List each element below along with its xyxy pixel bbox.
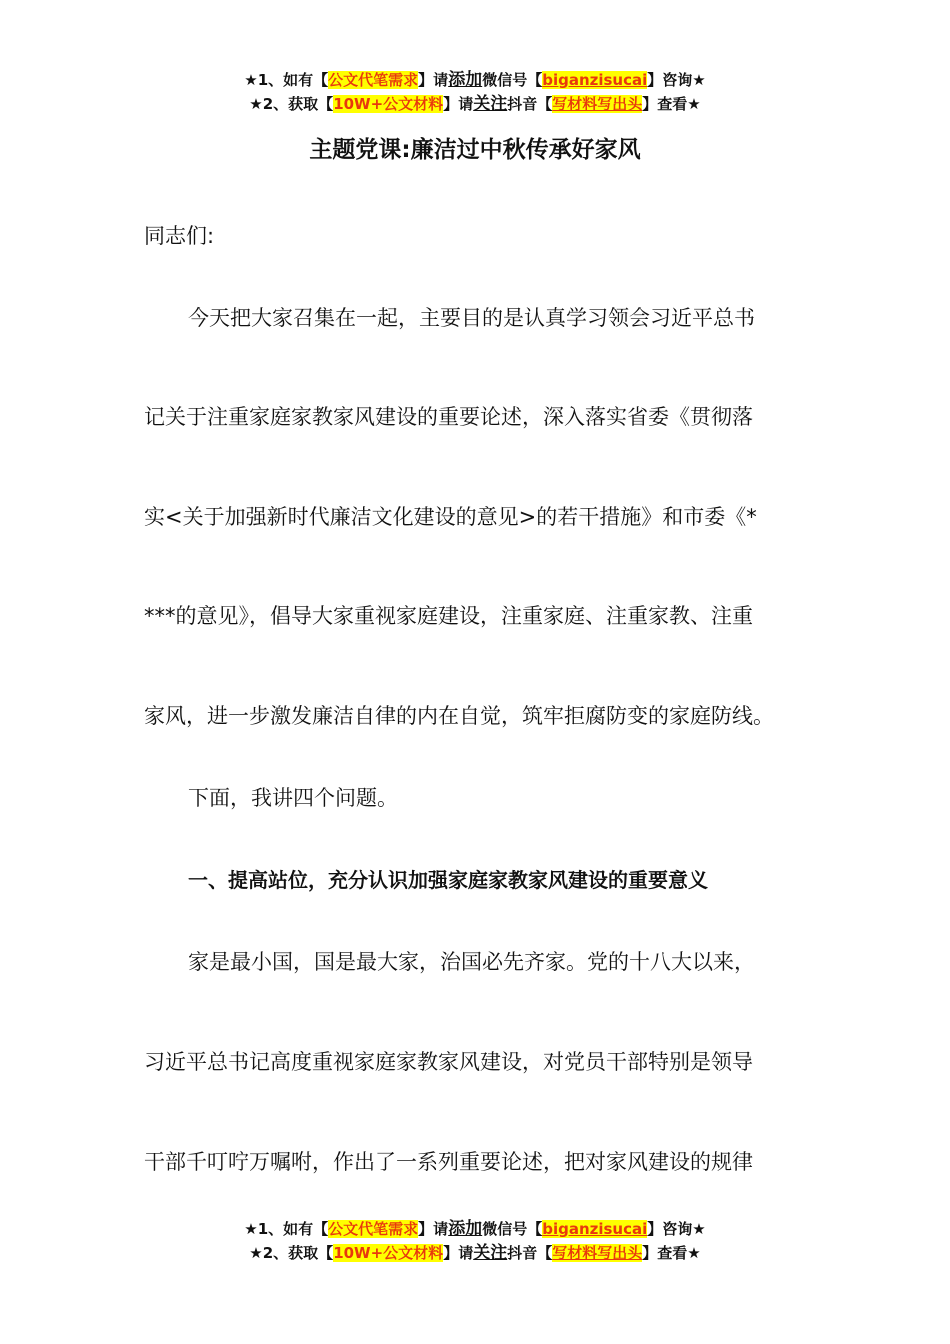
promo-text: 】请 [443, 95, 474, 113]
promo-underlined: 关注 [473, 1243, 508, 1263]
promo-text: ★2、获取【 [249, 1244, 334, 1262]
promo-text: 】咨询★ [647, 1220, 706, 1238]
promo-text: 】查看★ [642, 95, 701, 113]
promo-text: 抖音【 [507, 1244, 553, 1262]
promo-text: 】请 [418, 71, 449, 89]
promo-line-1 [0, 68, 950, 92]
paragraph-line: 今天把大家召集在一起，主要目的是认真学习领会习近平总书 [188, 306, 755, 330]
promo-highlight: 公文代笔需求 [328, 1220, 419, 1238]
promo-underlined: 添加 [448, 70, 483, 90]
paragraph-line: 实<关于加强新时代廉洁文化建设的意见>的若干措施》和市委《* [144, 505, 757, 529]
footer-promo [0, 1217, 950, 1265]
promo-highlight: 公文代笔需求 [328, 71, 419, 89]
promo-text: 】咨询★ [647, 71, 706, 89]
promo-text: 】请 [418, 1220, 449, 1238]
promo-text: 抖音【 [507, 95, 553, 113]
promo-underlined: 添加 [448, 1219, 483, 1239]
paragraph-line: 家是最小国，国是最大家，治国必先齐家。党的十八大以来， [188, 950, 755, 974]
salutation: 同志们: [144, 224, 215, 248]
promo-text: 微信号【 [482, 71, 543, 89]
promo-highlight: 10W+公文材料 [333, 1244, 444, 1262]
paragraph-line: 下面，我讲四个问题。 [188, 786, 398, 810]
document-title: 主题党课:廉洁过中秋传承好家风 [309, 137, 641, 163]
promo-text: ★1、如有【 [244, 71, 329, 89]
promo-wechat-id[interactable]: biganzisucai [542, 1220, 648, 1238]
promo-line-2 [0, 92, 950, 116]
header-promo [0, 68, 950, 116]
promo-text: 微信号【 [482, 1220, 543, 1238]
paragraph-line: 家风，进一步激发廉洁自律的内在自觉，筑牢拒腐防变的家庭防线。 [144, 704, 774, 728]
promo-line-1 [0, 1217, 950, 1241]
promo-text: 】请 [443, 1244, 474, 1262]
paragraph-line: 记关于注重家庭家教家风建设的重要论述，深入落实省委《贯彻落 [144, 405, 753, 429]
promo-line-2 [0, 1241, 950, 1265]
promo-wechat-id[interactable]: biganzisucai [542, 71, 648, 89]
section-heading: 一、提高站位，充分认识加强家庭家教家风建设的重要意义 [188, 868, 708, 892]
paragraph-line: ***的意见》，倡导大家重视家庭建设，注重家庭、注重家教、注重 [144, 604, 753, 628]
promo-douyin-account[interactable]: 写材料写出头 [552, 95, 643, 113]
promo-douyin-account[interactable]: 写材料写出头 [552, 1244, 643, 1262]
paragraph-line: 习近平总书记高度重视家庭家教家风建设，对党员干部特别是领导 [144, 1050, 753, 1074]
promo-text: 】查看★ [642, 1244, 701, 1262]
promo-highlight: 10W+公文材料 [333, 95, 444, 113]
promo-text: ★1、如有【 [244, 1220, 329, 1238]
promo-underlined: 关注 [473, 94, 508, 114]
paragraph-line: 干部千叮咛万嘱咐，作出了一系列重要论述，把对家风建设的规律 [144, 1150, 753, 1174]
promo-text: ★2、获取【 [249, 95, 334, 113]
